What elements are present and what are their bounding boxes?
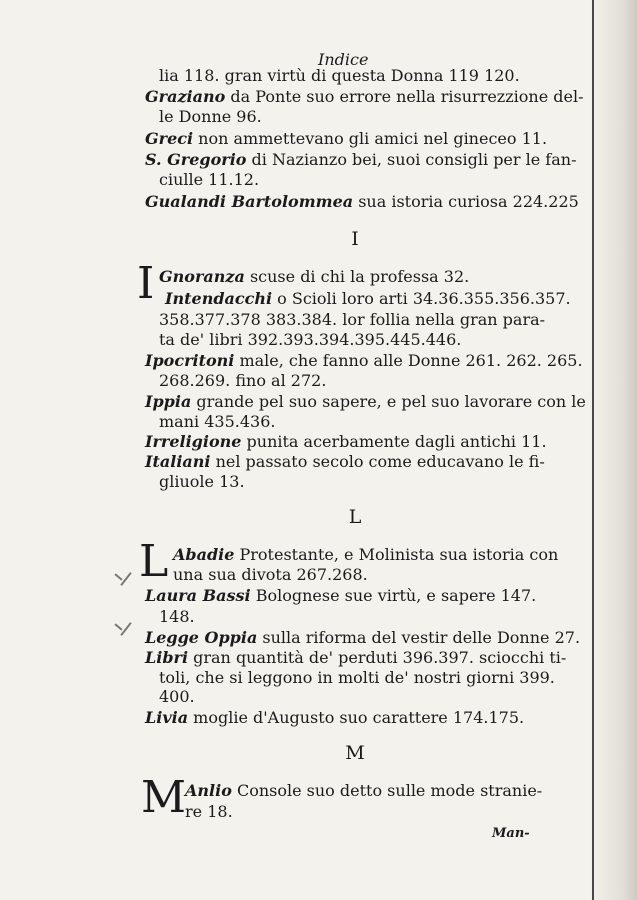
index-line: ta de' libri 392.393.394.395.445.446. <box>159 330 462 349</box>
page-edge-rule <box>592 0 594 900</box>
catchword: Man- <box>492 826 530 841</box>
index-entry: Ipocritoni male, che fanno alle Donne 261. 262. 265. <box>145 351 583 370</box>
index-entry: Irreligione punita acerbamente dagli antichi 11. <box>145 432 547 451</box>
index-entry: Intendacchi o Scioli loro arti 34.36.355.356.357. <box>165 289 571 308</box>
index-entry: Graziano da Ponte suo errore nella risurrezzione del- <box>145 87 584 106</box>
pencil-check-mark-icon <box>108 572 134 588</box>
index-line: mani 435.436. <box>159 412 276 431</box>
index-line: gliuole 13. <box>159 472 245 491</box>
section-heading-l: L <box>348 506 362 528</box>
index-entry: Abadie Protestante, e Molinista sua istoria con <box>173 545 559 564</box>
index-entry: Livia moglie d'Augusto suo carattere 174.175. <box>145 708 525 727</box>
index-line: 358.377.378 383.384. lor follia nella gran para- <box>159 310 546 329</box>
index-line: lia 118. gran virtù di questa Donna 119 120. <box>159 66 520 85</box>
section-heading-i: I <box>351 228 359 250</box>
index-entry: Legge Oppia sulla riforma del vestir delle Donne 27. <box>145 628 581 647</box>
drop-cap-l: L <box>139 536 169 587</box>
drop-cap-m: M <box>141 772 187 823</box>
index-line: le Donne 96. <box>159 107 262 126</box>
index-line: una sua divota 267.268. <box>173 565 368 584</box>
index-entry: Libri gran quantità de' perduti 396.397. sciocchi ti- <box>145 648 567 667</box>
index-entry: Anlio Console suo detto sulle mode stranie- <box>185 781 543 800</box>
drop-cap-i: I <box>137 258 155 309</box>
index-line: 148. <box>159 607 195 626</box>
page-gutter <box>589 0 637 900</box>
index-entry: Ippia grande pel suo sapere, e pel suo lavorare con le <box>145 392 586 411</box>
index-entry: Laura Bassi Bolognese sue virtù, e sapere 147. <box>145 586 537 605</box>
pencil-check-mark-icon <box>108 622 134 638</box>
index-entry: Gualandi Bartolommea sua istoria curiosa 224.225 <box>145 192 579 211</box>
index-entry: Italiani nel passato secolo come educavano le fi- <box>145 452 545 471</box>
index-line: toli, che si leggono in molti de' nostri giorni 399. <box>159 668 555 687</box>
index-line: 268.269. fino al 272. <box>159 371 327 390</box>
section-heading-m: M <box>345 742 365 764</box>
running-head: Indice <box>318 50 369 69</box>
index-entry: Greci non ammettevano gli amici nel gineceo 11. <box>145 129 548 148</box>
index-line: ciulle 11.12. <box>159 170 260 189</box>
index-entry: Gnoranza scuse di chi la professa 32. <box>159 267 470 286</box>
index-line: re 18. <box>185 802 233 821</box>
index-entry: S. Gregorio di Nazianzo bei, suoi consigli per le fan- <box>145 150 577 169</box>
index-line: 400. <box>159 687 195 706</box>
